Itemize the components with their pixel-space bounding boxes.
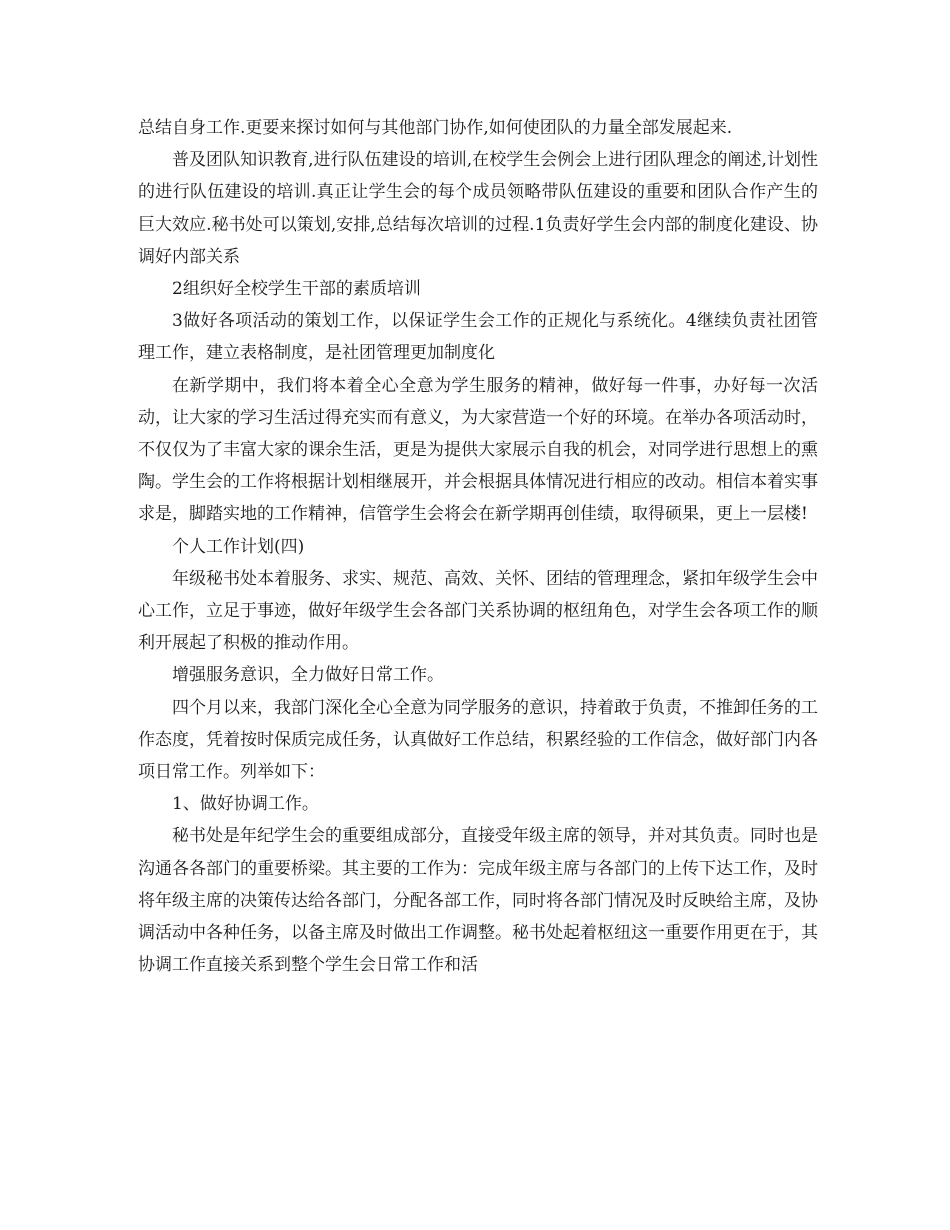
paragraph-3: 2组织好全校学生干部的素质培训 (172, 279, 421, 300)
paragraph-9: 四个月以来，我部门深化全心全意为同学服务的意识，持着敢于负责，不推卸任务的工作态度，凭着按时保质完成任务，认真做好工作总结，积累经验的工作信念，做好部门内各项日常工作。列举如下： (138, 697, 818, 783)
document-body (138, 112, 818, 981)
paragraph-1: 总结自身工作.更要来探讨如何与其他部门协作,如何使团队的力量全部发展起来. (138, 118, 733, 138)
paragraph-2: 普及团队知识教育,进行队伍建设的培训,在校学生会例会上进行团队理念的阐述,计划性的进行队伍建设的培训.真正让学生会的每个成员领略带队伍建设的重要和团队合作产生的巨大效应.秘书处可以策划,安排,总结每次培训的过程.1负责好学生会内部的制度化建设、协调好内部关系 (138, 150, 818, 267)
paragraph-7: 年级秘书处本着服务、求实、规范、高效、关怀、团结的管理理念，紧扣年级学生会中心工作，立足于事迹，做好年级学生会各部门关系协调的枢纽角色，对学生会各项工作的顺利开展起了积极的推动作用。 (138, 568, 818, 654)
paragraph-8: 增强服务意识，全力做好日常工作。 (172, 665, 444, 686)
paragraph-11: 秘书处是年纪学生会的重要组成部分，直接受年级主席的领导，并对其负责。同时也是沟通各各部门的重要桥梁。其主要的工作为：完成年级主席与各部门的上传下达工作，及时将年级主席的决策传达给各部门，分配各部工作，同时将各部门情况及时反映给主席，及协调活动中各种任务，以备主席及时做出工作调整。秘书处起着枢纽这一重要作用更在于，其协调工作直接关系到整个学生会日常工作和活 (138, 826, 818, 976)
section-heading: 个人工作计划(四) (172, 536, 305, 557)
paragraph-4: 3做好各项活动的策划工作，以保证学生会工作的正规化与系统化。4继续负责社团管理工作，建立表格制度，是社团管理更加制度化 (138, 311, 818, 364)
paragraph-5: 在新学期中，我们将本着全心全意为学生服务的精神，做好每一件事，办好每一次活动，让大家的学习生活过得充实而有意义，为大家营造一个好的环境。在举办各项活动时，不仅仅为了丰富大家的课余生活，更是为提供大家展示自我的机会，对同学进行思想上的熏陶。学生会的工作将根据计划相继展开，并会根据具体情况进行相应的改动。相信本着实事求是，脚踏实地的工作精神，信管学生会将会在新学期再创佳绩，取得硕果，更上一层楼! (138, 375, 818, 525)
paragraph-10: 1、做好协调工作。 (172, 794, 319, 815)
